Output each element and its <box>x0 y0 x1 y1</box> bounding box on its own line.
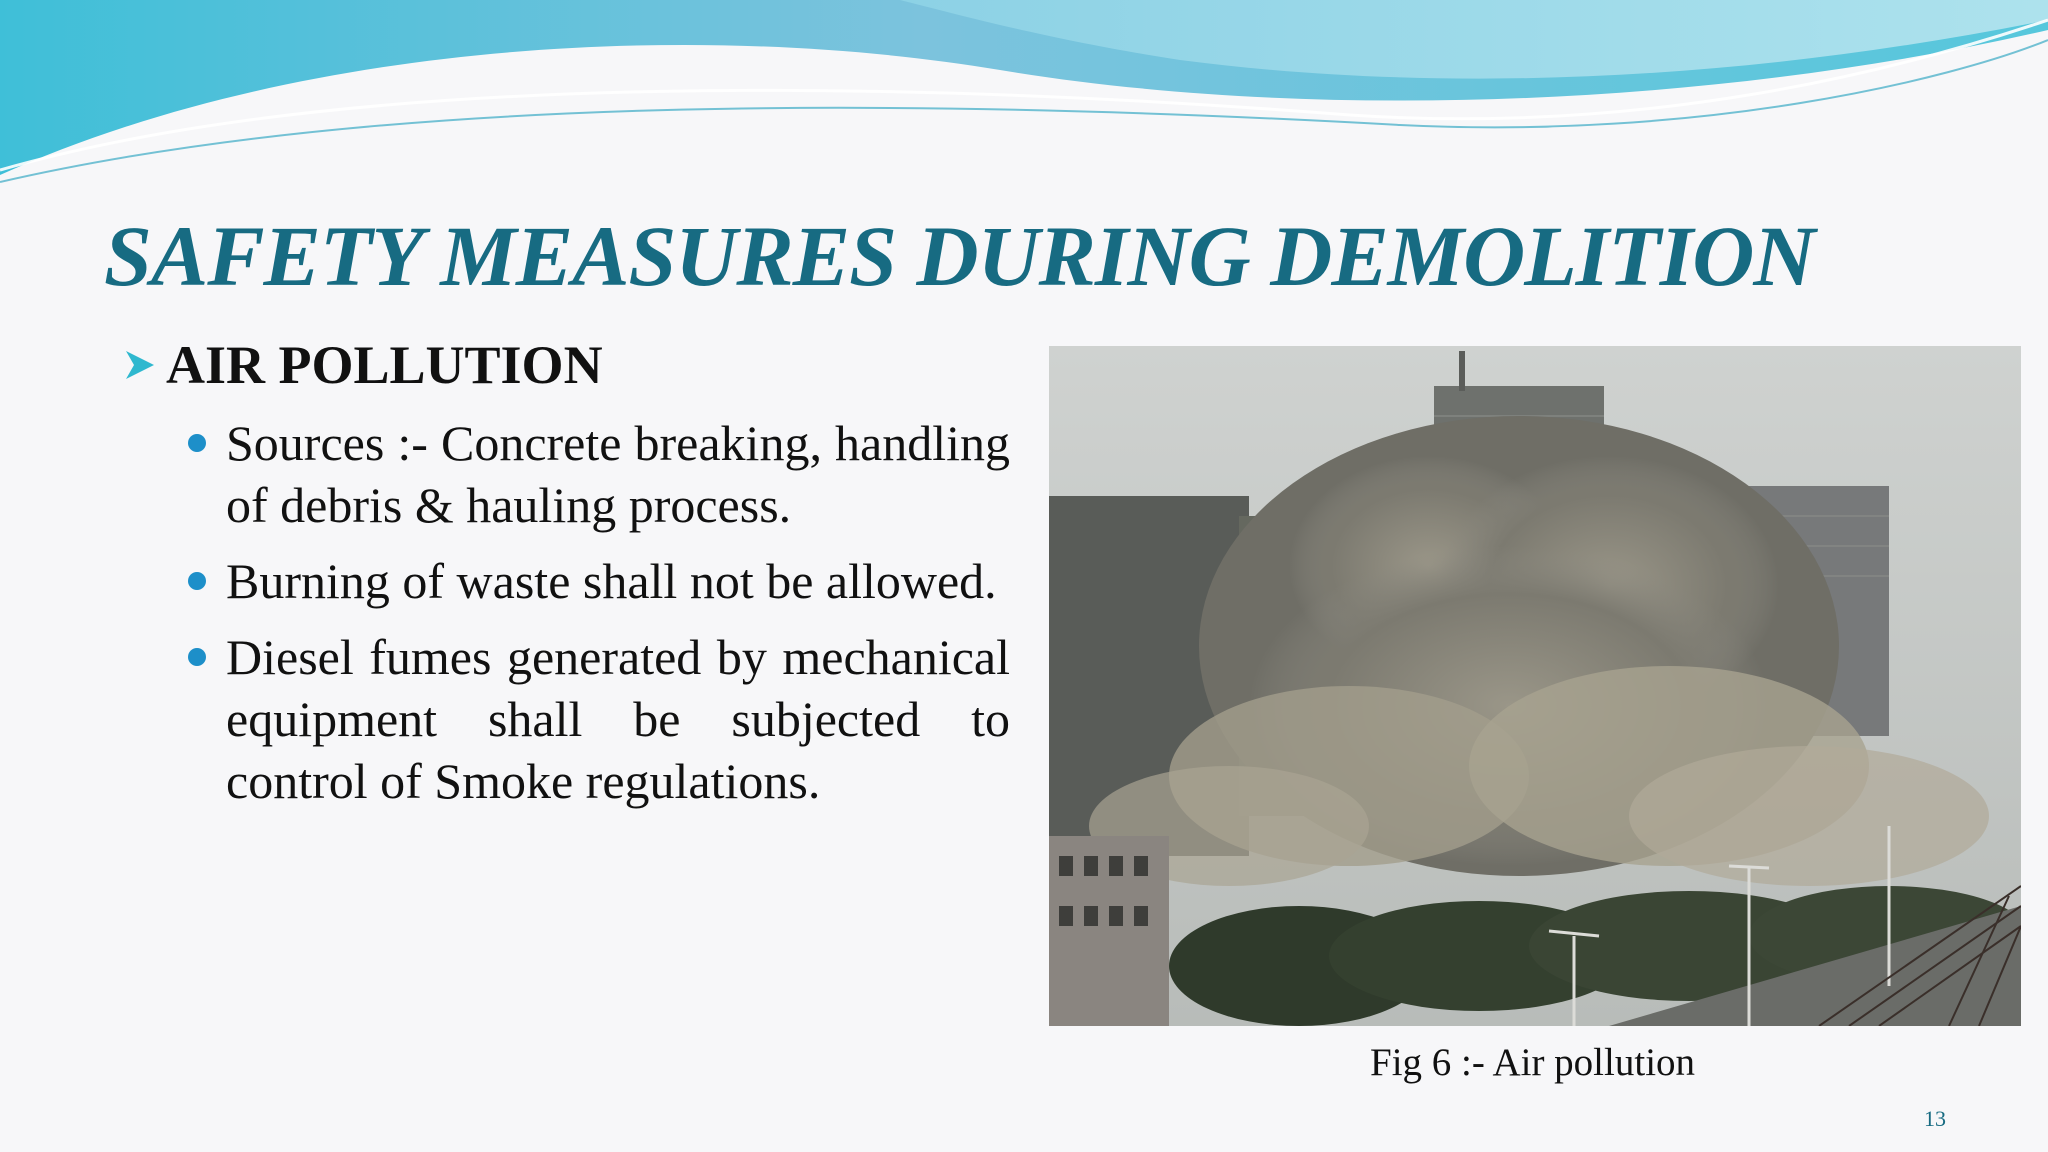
bullet-dot-icon <box>188 434 206 452</box>
header-wave-decoration <box>0 0 2048 190</box>
arrow-right-icon <box>122 347 158 383</box>
bullet-dot-icon <box>188 572 206 590</box>
bullet-list <box>188 412 1010 826</box>
page-number: 13 <box>1924 1106 1946 1131</box>
bullet-text: Burning of waste shall not be allowed. <box>226 553 997 609</box>
list-item <box>188 626 1010 812</box>
bullet-text: Sources :- Concrete breaking, handling of debris & hauling process. <box>226 415 1010 533</box>
list-item <box>188 550 1010 612</box>
section-label: AIR POLLUTION <box>166 335 603 395</box>
bullet-dot-icon <box>188 648 206 666</box>
bullet-text: Diesel fumes generated by mechanical equipment shall be subjected to control of Smoke regulations. <box>226 629 1010 809</box>
figure-caption: Fig 6 :- Air pollution <box>1370 1041 1696 1084</box>
slide-title: SAFETY MEASURES DURING DEMOLITION <box>104 208 1815 304</box>
air-pollution-photo <box>1049 346 2021 1026</box>
list-item <box>188 412 1010 536</box>
section-heading <box>122 334 603 396</box>
